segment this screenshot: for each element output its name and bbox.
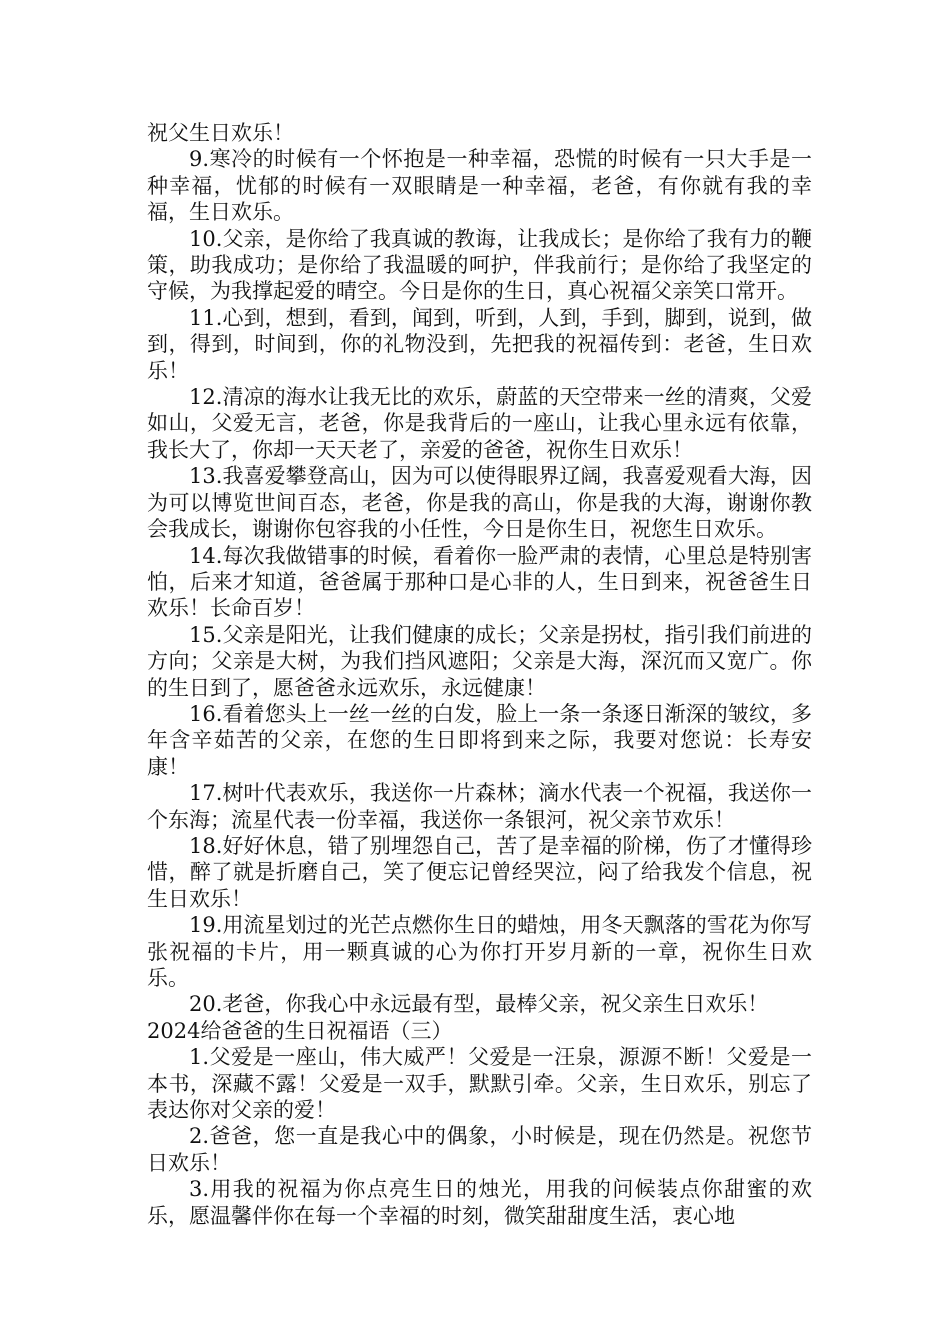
- paragraph-18: 18.好好休息，错了别埋怨自己，苦了是幸福的阶梯，伤了才懂得珍惜，醉了就是折磨自己，笑了便忘记曾经哭泣，闷了给我发个信息，祝生日欢乐！: [147, 833, 812, 911]
- section-paragraph-1: 1.父爱是一座山，伟大威严！父爱是一汪泉，源源不断！父爱是一本书，深藏不露！父爱是一双手，默默引牵。父亲，生日欢乐，别忘了表达你对父亲的爱！: [147, 1045, 812, 1123]
- section-paragraph-3: 3.用我的祝福为你点亮生日的烛光，用我的问候装点你甜蜜的欢乐，愿温馨伴你在每一个幸福的时刻，微笑甜甜度生活，衷心地: [147, 1177, 812, 1228]
- section-paragraph-2: 2.爸爸，您一直是我心中的偶象，小时候是，现在仍然是。祝您节日欢乐！: [147, 1124, 812, 1175]
- paragraph-14: 14.每次我做错事的时候，看着你一脸严肃的表情，心里总是特别害怕，后来才知道，爸爸属于那种口是心非的人，生日到来，祝爸爸生日欢乐！长命百岁！: [147, 543, 812, 621]
- paragraph-20: 20.老爸，你我心中永远最有型，最棒父亲，祝父亲生日欢乐！: [189, 992, 769, 1017]
- paragraph-9: 9.寒冷的时候有一个怀抱是一种幸福，恐慌的时候有一只大手是一种幸福，忧郁的时候有一双眼睛是一种幸福，老爸，有你就有我的幸福，生日欢乐。: [147, 147, 812, 225]
- document-page: [147, 120, 812, 1229]
- paragraph-11: 11.心到，想到，看到，闻到，听到，人到，手到，脚到，说到，做到，得到，时间到，你的礼物没到，先把我的祝福传到：老爸，生日欢乐！: [147, 305, 812, 383]
- paragraph-17: 17.树叶代表欢乐，我送你一片森林；滴水代表一个祝福，我送你一个东海；流星代表一份幸福，我送你一条银河，祝父亲节欢乐！: [147, 781, 812, 832]
- paragraph-19: 19.用流星划过的光芒点燃你生日的蜡烛，用冬天飘落的雪花为你写张祝福的卡片，用一颗真诚的心为你打开岁月新的一章，祝你生日欢乐。: [147, 913, 812, 990]
- paragraph-15: 15.父亲是阳光，让我们健康的成长；父亲是拐杖，指引我们前进的方向；父亲是大树，为我们挡风遮阳；父亲是大海，深沉而又宽广。你的生日到了，愿爸爸永远欢乐，永远健康！: [147, 622, 812, 700]
- paragraph-12: 12.清凉的海水让我无比的欢乐，蔚蓝的天空带来一丝的清爽，父爱如山，父爱无言，老爸，你是我背后的一座山，让我心里永远有依靠，我长大了，你却一天天老了，亲爱的爸爸，祝你生日欢乐！: [147, 385, 812, 462]
- paragraph-continuation: 祝父生日欢乐！: [147, 121, 294, 145]
- section-heading: 2024给爸爸的生日祝福语（三）: [147, 1018, 453, 1043]
- paragraph-13: 13.我喜爱攀登高山，因为可以使得眼界辽阔，我喜爱观看大海，因为可以博览世间百态，老爸，你是我的高山，你是我的大海，谢谢你教会我成长，谢谢你包容我的小任性，今日是你生日，祝您生日欢乐。: [147, 464, 812, 542]
- paragraph-16: 16.看着您头上一丝一丝的白发，脸上一条一条逐日渐深的皱纹，多年含辛茹苦的父亲，在您的生日即将到来之际，我要对您说：长寿安康！: [147, 701, 812, 779]
- paragraph-10: 10.父亲，是你给了我真诚的教诲，让我成长；是你给了我有力的鞭策，助我成功；是你给了我温暖的呵护，伴我前行；是你给了我坚定的守候，为我撑起爱的晴空。今日是你的生日，真心祝福父亲笑口常开。: [147, 226, 812, 304]
